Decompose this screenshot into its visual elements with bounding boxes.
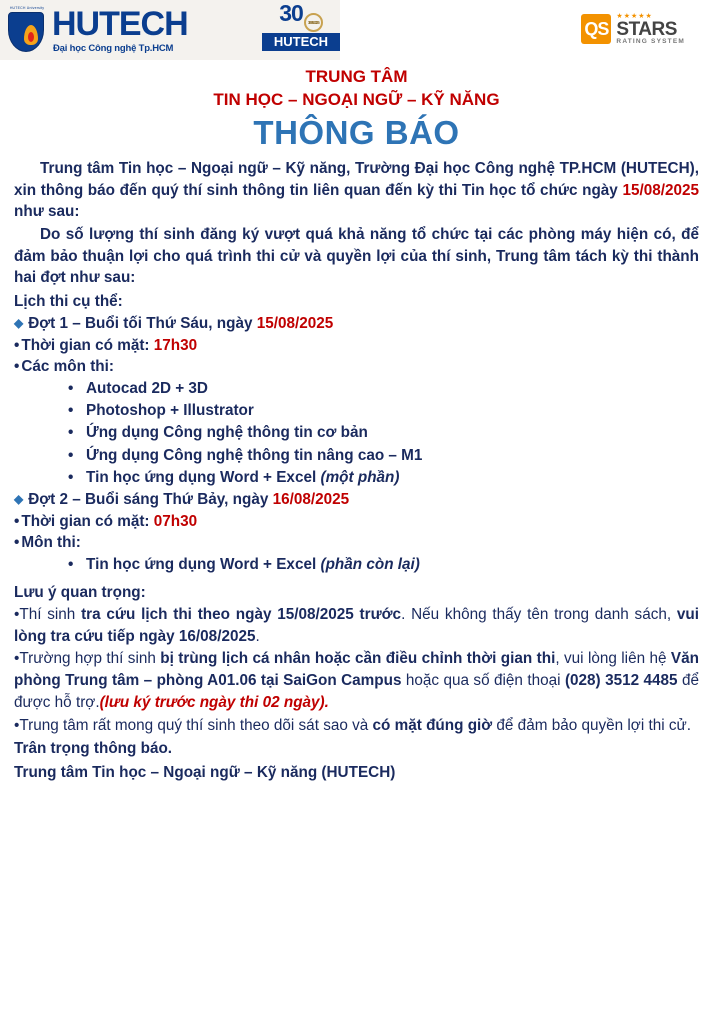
center-subtitle-line1: TRUNG TÂM xyxy=(305,67,408,86)
batch2-date: 16/08/2025 xyxy=(272,490,350,508)
intro-paragraph-1 xyxy=(14,158,699,223)
diamond-bullet-icon: ◆ xyxy=(14,315,24,330)
note3-part-c: để đảm bảo quyền lợi thi cử. xyxy=(492,716,692,734)
batch1-title-text: Đợt 1 – Buổi tối Thứ Sáu, ngày xyxy=(28,314,257,332)
subject-text: Autocad 2D + 3D xyxy=(86,380,208,398)
notes-heading: Lưu ý quan trọng: xyxy=(14,584,146,602)
note1-part-e: . xyxy=(255,627,260,645)
diamond-bullet-icon: ◆ xyxy=(14,491,24,506)
hutech-logo-subtitle: Đại học Công nghệ Tp.HCM xyxy=(53,42,174,54)
batch1-time-row xyxy=(14,335,699,357)
center-subtitle xyxy=(0,66,713,112)
batch1-title-row xyxy=(14,313,699,335)
closing-line-1: Trân trọng thông báo. xyxy=(14,740,173,758)
batch2-time-value: 07h30 xyxy=(153,512,198,530)
note1-part-a: Thí sinh xyxy=(19,605,82,623)
note2-part-b: bị trùng lịch cá nhân hoặc cần điều chỉnh thời gian thi xyxy=(160,650,556,668)
qs-name-label: STARS xyxy=(616,18,677,40)
note2-part-f: để được hỗ trợ. xyxy=(14,672,699,711)
closing-line-2: Trung tâm Tin học – Ngoại ngữ – Kỹ năng (HUTECH) xyxy=(14,764,396,781)
note1-part-d: vui lòng tra cứu tiếp ngày 16/08/2025 xyxy=(14,605,699,645)
batch1-title xyxy=(28,313,333,335)
intro-p1-part-a: Trung tâm Tin học – Ngoại ngữ – Kỹ năng, Trường Đại học Công nghệ TP.HCM (HUTECH), xin thông báo đến quý thí sinh thông tin liên quan đến kỳ thi Tin học tổ chức ngày xyxy=(14,159,699,199)
batch2-title-text: Đợt 2 – Buổi sáng Thứ Bảy, ngày xyxy=(28,490,273,508)
crest-flame-icon xyxy=(24,25,38,45)
crest-top-text: HUTECH University xyxy=(9,6,45,10)
list-item xyxy=(86,422,699,444)
batch1-subjects-label: • Các môn thi: xyxy=(14,356,699,378)
anniversary-number-text: 30 xyxy=(279,0,303,26)
note3-part-a: Trung tâm rất mong quý thí sinh theo dõi sát sao và xyxy=(19,716,373,734)
list-item xyxy=(86,467,699,489)
crest-shield xyxy=(8,12,44,52)
subject-text: Ứng dụng Công nghệ thông tin nâng cao – M1 xyxy=(86,446,423,464)
note2-part-a: Trường hợp thí sinh xyxy=(19,650,161,668)
intro-p1-part-b: như sau: xyxy=(14,203,80,221)
note-1 xyxy=(14,604,699,647)
batch1-date: 15/08/2025 xyxy=(256,314,334,332)
batch2-time-row xyxy=(14,511,699,533)
subject-note: (phần còn lại) xyxy=(320,556,420,574)
qs-mark-icon: QS xyxy=(581,14,611,44)
list-item xyxy=(86,400,699,422)
note-2 xyxy=(14,648,699,713)
hutech-wordmark xyxy=(50,4,188,54)
anniversary-number xyxy=(262,2,340,32)
batch2-time-label: Thời gian có mặt: xyxy=(21,512,154,530)
batch2-title xyxy=(28,489,349,511)
list-item xyxy=(86,445,699,467)
note3-part-b: có mặt đúng giờ xyxy=(372,716,493,734)
batch2-subjects-label: • Môn thi: xyxy=(14,532,699,554)
batch1-time-label: Thời gian có mặt: xyxy=(21,336,154,354)
center-subtitle-line2: TIN HỌC – NGOẠI NGỮ – KỸ NĂNG xyxy=(213,89,500,109)
intro-paragraph-2: Do số lượng thí sinh đăng ký vượt quá khả năng tổ chức tại các phòng máy hiện có, để đảm bảo thuận lợi cho quá trình thi cử và quyền lợi của thí sinh, Trung tâm tách kỳ thi thành hai đợt như sau: xyxy=(14,226,699,287)
notes-block xyxy=(14,582,699,736)
page-title: THÔNG BÁO xyxy=(253,113,460,151)
note1-part-c: . Nếu không thấy tên trong danh sách, xyxy=(401,605,677,623)
anniversary-ring-icon: 1995 2025 xyxy=(304,13,323,32)
note1-prefix-bullet: • xyxy=(14,605,20,623)
subject-text: Tin học ứng dụng Word + Excel xyxy=(86,556,321,574)
note2-part-e: hoặc qua số điện thoại xyxy=(401,672,565,690)
note2-deadline-note: (lưu ký trước ngày thi 02 ngày). xyxy=(99,693,329,711)
qs-stars-logo xyxy=(581,8,685,50)
batch2-title-row xyxy=(14,489,699,511)
anniversary-bar-label: HUTECH xyxy=(262,33,340,51)
schedule-heading: Lịch thi cụ thể: xyxy=(14,293,123,311)
subject-note: (một phần) xyxy=(320,468,400,486)
hutech-logo-text: HUTECH xyxy=(52,4,188,43)
list-item xyxy=(86,378,699,400)
qs-stars-icon: ★★★★★ xyxy=(616,12,653,20)
subject-text: Tin học ứng dụng Word + Excel xyxy=(86,468,321,486)
note2-part-c: , vui lòng liên hệ xyxy=(555,650,671,668)
note-3 xyxy=(14,715,699,737)
note1-part-b: tra cứu lịch thi theo ngày 15/08/2025 trước xyxy=(81,605,402,623)
note2-prefix-bullet: • xyxy=(14,650,20,668)
note2-phone: (028) 3512 4485 xyxy=(564,672,678,690)
batch1-subject-list xyxy=(14,378,699,489)
batch1-time-value: 17h30 xyxy=(153,336,198,354)
subject-text: Ứng dụng Công nghệ thông tin cơ bản xyxy=(86,424,368,442)
hutech-crest-icon xyxy=(4,6,50,56)
subject-text: Photoshop + Illustrator xyxy=(86,402,254,420)
document-header xyxy=(0,0,713,62)
anniversary-badge xyxy=(262,2,340,58)
qs-system-label: RATING SYSTEM xyxy=(616,37,685,45)
document-body xyxy=(0,158,713,784)
intro-p1-exam-date: 15/08/2025 xyxy=(622,181,699,199)
batch2-subject-list xyxy=(14,554,699,576)
list-item xyxy=(86,554,699,576)
note2-part-d: Văn phòng Trung tâm – phòng A01.06 tại SaiGon Campus xyxy=(14,650,699,690)
note3-prefix-bullet: • xyxy=(14,716,20,734)
qs-text-block xyxy=(616,13,685,46)
